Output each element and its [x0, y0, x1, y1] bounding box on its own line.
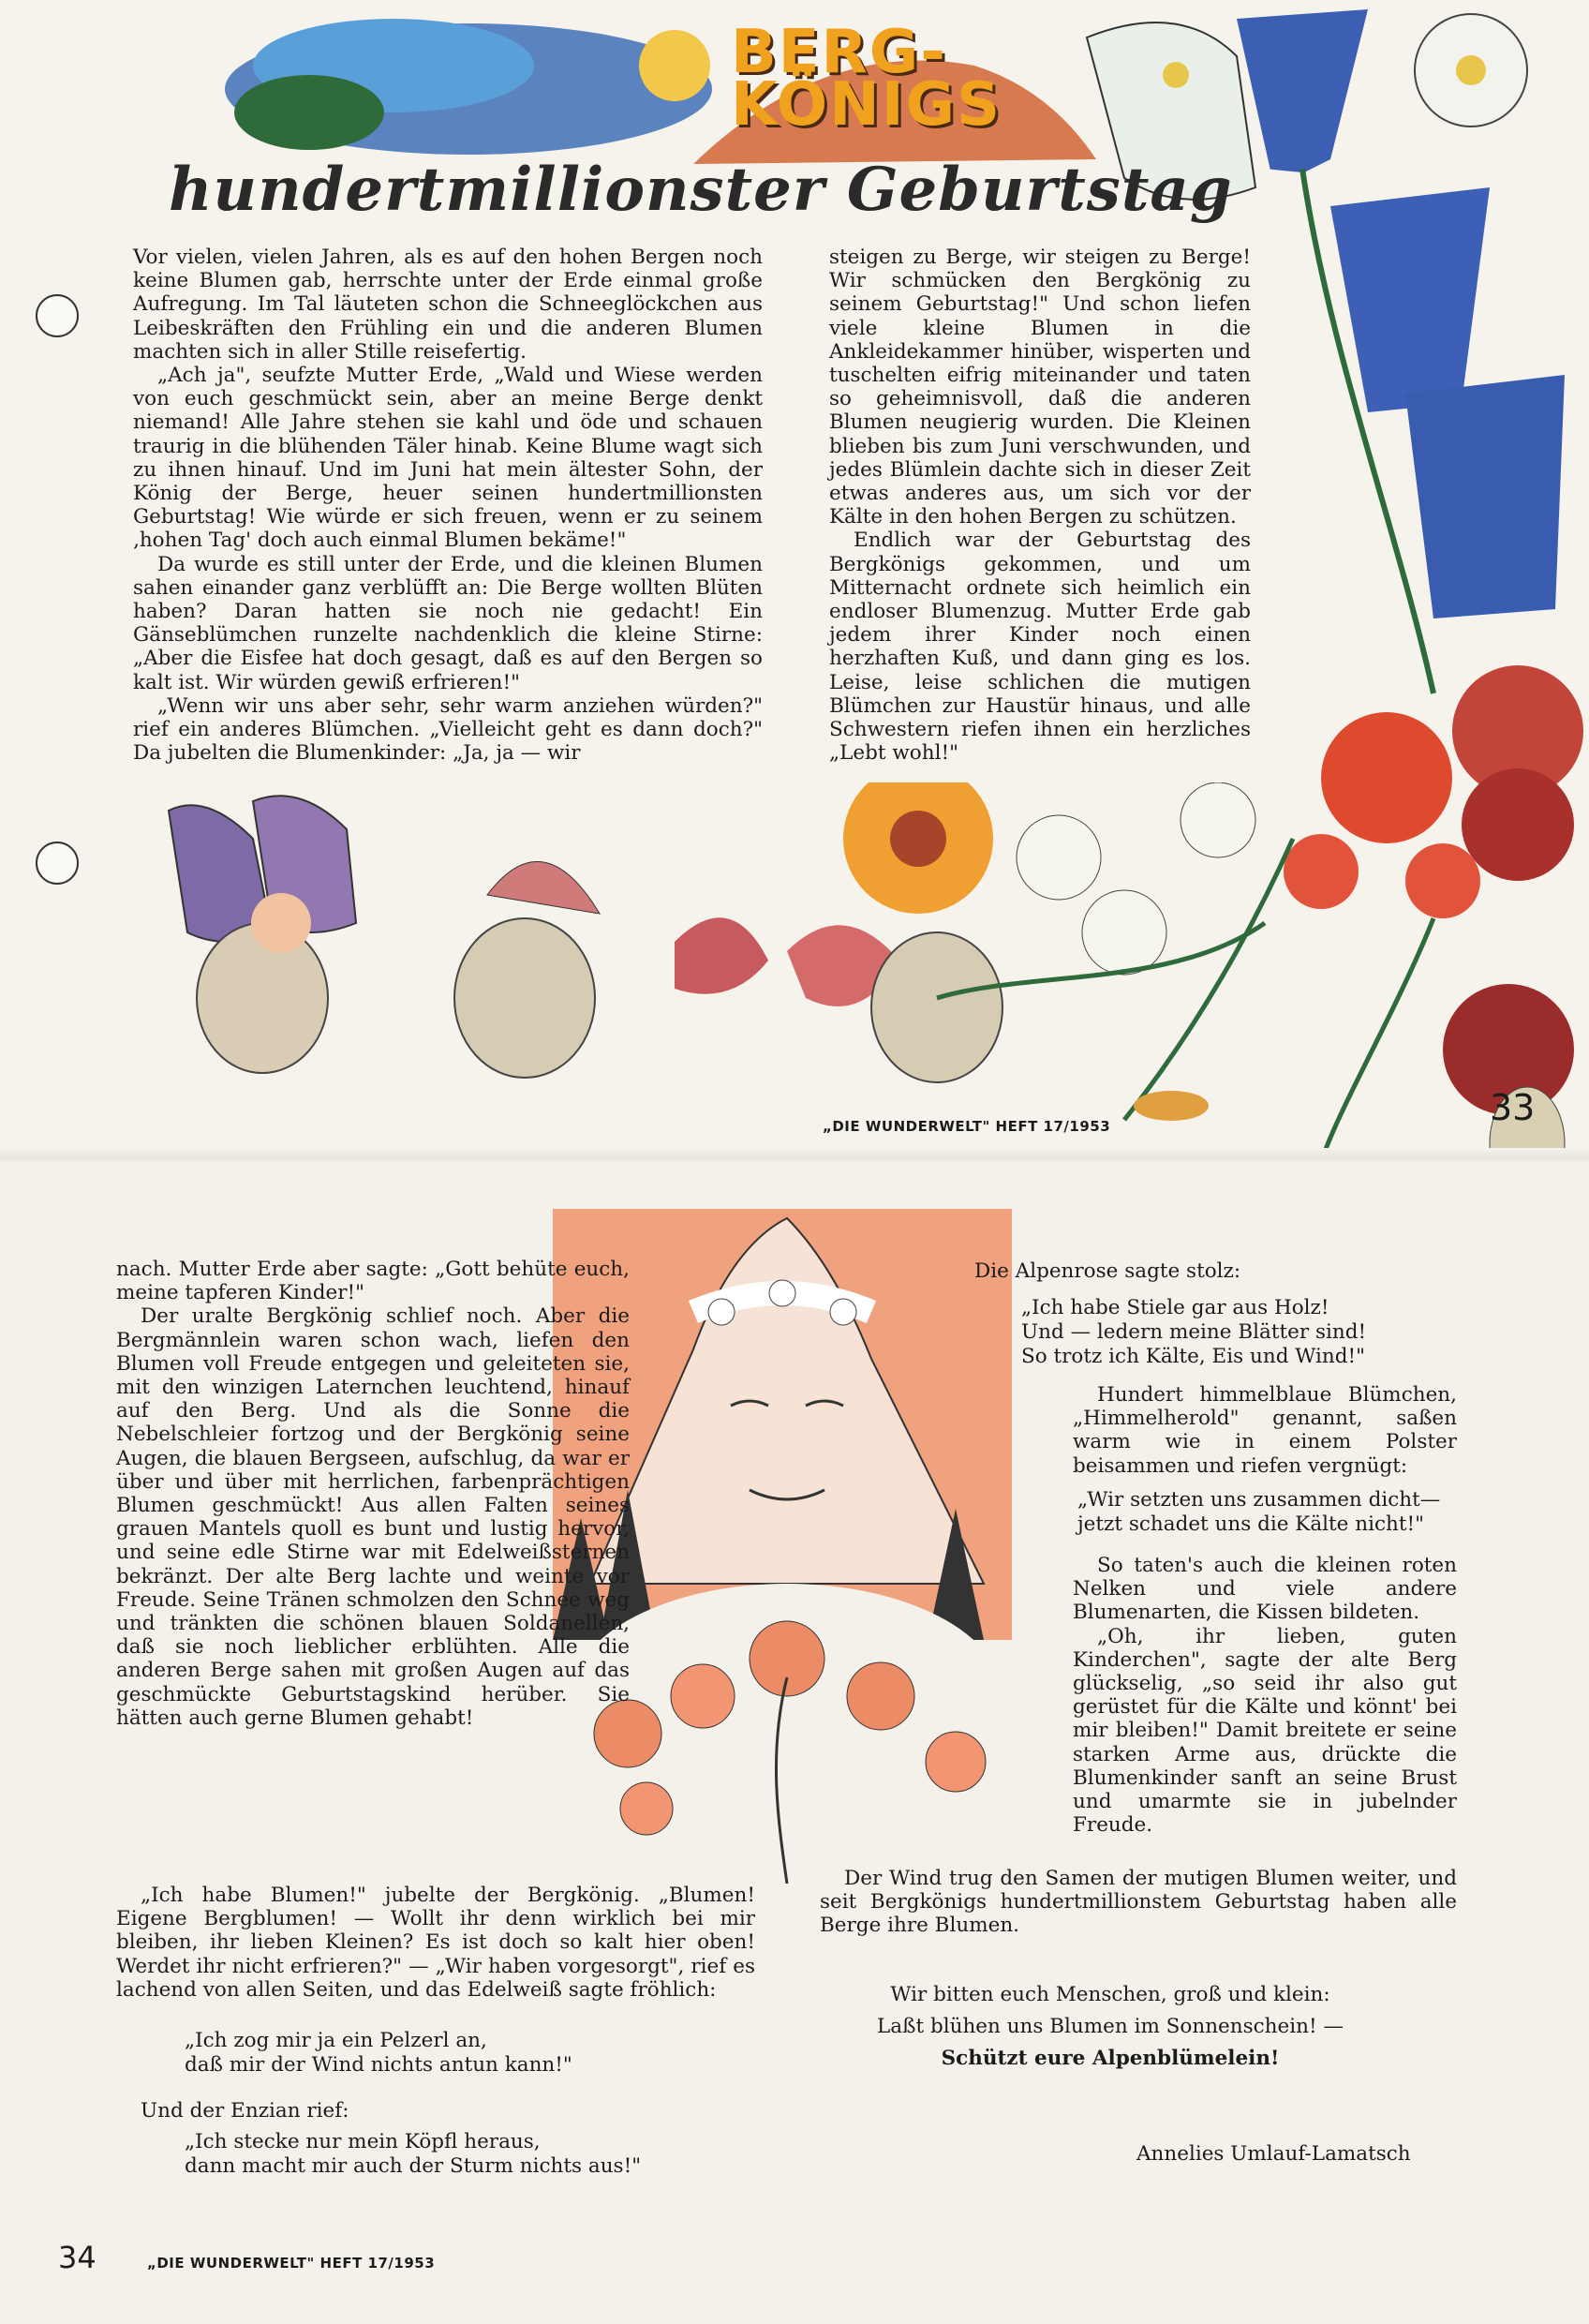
page33-number: 33	[1490, 1087, 1536, 1128]
paragraph: „Wenn wir uns aber sehr, sehr warm anziehen würden?" rief ein anderes Blümchen. „Vielleicht geht es dann doch?" Da jubelten die Blumenkinder: „Ja, ja — wir	[133, 693, 763, 766]
title-geburtstag: hundertmillionster Geburtstag	[169, 155, 1233, 225]
verse-line: „Ich zog mir ja ein Pelzerl an,	[185, 2029, 487, 2052]
verse-line: dann macht mir auch der Sturm nichts aus!"	[185, 2154, 642, 2178]
verse-line: „Ich stecke nur mein Köpfl heraus,	[185, 2130, 541, 2153]
page33-footer: „DIE WUNDERWELT" HEFT 17/1953	[823, 1118, 1111, 1135]
page34-column-1	[116, 1258, 630, 1730]
paragraph: steigen zu Berge, wir steigen zu Berge! Wir schmücken den Bergkönig zu seinem Geburtstag!" Und schon liefen viele kleine Blumen in die Ankleidekammer hinüber, wisperten und tuschelten eifrig miteinander und taten so geheimnisvoll, daß die anderen Blumen neugierig wurden. Die Kleinen blieben bis zum Juni verschwunden, und jedes Blümlein dachte sich in dieser Zeit etwas anderes aus, um sich vor der Kälte in den hohen Bergen zu schützen.	[829, 246, 1251, 529]
verse-edelweiss	[185, 2029, 572, 2078]
title-bergkoenigs: BERG- KÖNIGS	[731, 18, 1002, 140]
verse-himmelherold	[1077, 1488, 1440, 1537]
paragraph: So taten's auch die kleinen roten Nelken und viele andere Blumenarten, die Kissen bildeten.	[1073, 1554, 1457, 1625]
paragraph: Der uralte Bergkönig schlief noch. Aber die Bergmännlein waren schon wach, liefen den Blumen voll Freude entgegen und geleiteten sie, mit den winzigen Laternchen leuchtend, hinauf auf den Berg. Und als die Sonne die Nebelschleier fortzog und der Bergkönig seine Augen, die blauen Bergseen, aufschlug, da war er über und über mit herrlichen, farbenprächtigen Blumen geschmückt! Aus allen Falten seines grauen Mantels quoll es bunt und lustig hervor, und seine edle Stirne war mit Edelweißsternen bekränzt. Der alte Berg lachte und weinte vor Freude. Seine Tränen schmolzen den Schnee weg und tränkten die schönen blauen Soldanellen, daß sie noch lieblicher erblühten. Alle die anderen Berge sahen mit großen Augen auf das geschmückte Geburtstagskind herüber. Sie hätten auch gerne Blumen gehabt!	[116, 1304, 630, 1730]
page34-number: 34	[58, 2240, 97, 2275]
author: Annelies Umlauf-Lamatsch	[1136, 2142, 1411, 2166]
page34-column-2-wide	[820, 1867, 1457, 1938]
paragraph: Hundert himmelblaue Blümchen, „Himmelherold" genannt, saßen warm wie in einem Polster beisammen und riefen vergnügt:	[1073, 1383, 1457, 1478]
verse-line: So trotz ich Kälte, Eis und Wind!"	[1021, 1345, 1366, 1368]
punch-hole	[36, 842, 79, 885]
page34-column-2b	[1073, 1554, 1457, 1837]
paragraph: Da wurde es still unter der Erde, und die kleinen Blumen sahen einander ganz verblüfft an: Die Berge wollten Blüten haben? Daran hatten sie noch nie gedacht! Ein Gänseblümchen runzelte nachdenklich die kleine Stirne: „Aber die Eisfee hat doch gesagt, daß es auf den Bergen so kalt ist. Wir würden gewiß erfrieren!"	[133, 552, 763, 694]
verse-line: „Wir setzten uns zusammen dicht—	[1077, 1488, 1441, 1512]
page34-column-2	[1073, 1383, 1457, 1478]
verse-line: „Ich habe Stiele gar aus Holz!	[1021, 1296, 1329, 1319]
paragraph: „Oh, ihr lieben, guten Kinderchen", sagte der alte Berg glückselig, „so seid ihr also gut gerüstet für die Kälte und könnt' bei mir bleiben!" Damit breitete er seine starken Arme aus, drückte die Blumenkinder sanft an seine Brust und umarmte sie in jubelnder Freude.	[1073, 1624, 1457, 1838]
page34-footer: „DIE WUNDERWELT" HEFT 17/1953	[147, 2255, 436, 2272]
verse-line: Wir bitten euch Menschen, groß und klein:	[890, 1983, 1330, 2006]
verse-alpenrose	[1021, 1296, 1366, 1369]
verse-line: Schützt eure Alpenblümelein!	[941, 2047, 1280, 2070]
paragraph: Der Wind trug den Samen der mutigen Blumen weiter, und seit Bergkönigs hundertmillionstem Geburtstag haben alle Berge ihre Blumen.	[820, 1867, 1457, 1938]
page33-column-1	[133, 246, 763, 765]
paragraph: Endlich war der Geburtstag des Bergkönigs gekommen, und um Mitternacht ordnete sich heimlich ein endloser Blumenzug. Mutter Erde gab jedem ihrer Kinder noch einen herzhaften Kuß, und dann ging es los. Leise, leise schlichen die mutigen Blümchen zur Haustür hinaus, und alle Schwestern riefen ihnen ein herzliches „Lebt wohl!"	[829, 529, 1251, 766]
flower-children-illustration	[94, 782, 1405, 1129]
verse-line: Laßt blühen uns Blumen im Sonnenschein! —	[877, 2015, 1344, 2038]
alpenrose-intro: Die Alpenrose sagte stolz:	[974, 1259, 1241, 1283]
paragraph: nach. Mutter Erde aber sagte: „Gott behüte euch, meine tapferen Kinder!"	[116, 1258, 630, 1305]
paragraph: „Ich habe Blumen!" jubelte der Bergkönig. „Blumen! Eigene Bergblumen! — Wollt ihr denn wirklich bei mir bleiben, ihr lieben Kleinen? Es ist doch so kalt hier oben! Werdet ihr nicht erfrieren?" — „Wir haben vorgesorgt", rief es lachend von allen Seiten, und das Edelweiß sagte fröhlich:	[116, 1884, 755, 2002]
closing-verse	[824, 1983, 1396, 2071]
punch-hole	[36, 294, 79, 337]
enzian-intro: Und der Enzian rief:	[141, 2099, 349, 2123]
page33-column-2	[829, 246, 1251, 765]
page34-column-1-wide	[116, 1884, 755, 2002]
paragraph: „Ach ja", seufzte Mutter Erde, „Wald und Wiese werden von euch geschmückt sein, aber an meine Berge denkt niemand! Alle Jahre stehen sie kahl und öde und schauen traurig in die blühenden Täler hinab. Keine Blume wagt sich zu ihnen hinauf. Und im Juni hat mein ältester Sohn, der König der Berge, heuer seinen hundertmillionsten Geburtstag! Wie würde er sich freuen, wenn er zu seinem ‚hohen Tag' doch auch einmal Blumen bekäme!"	[133, 364, 763, 553]
verse-line: jetzt schadet uns die Kälte nicht!"	[1077, 1512, 1425, 1536]
paragraph: Vor vielen, vielen Jahren, als es auf den hohen Bergen noch keine Blumen gab, herrschte unter der Erde einmal große Aufregung. Im Tal läuteten schon die Schneeglöckchen aus Leibeskräften den Frühling ein und die anderen Blumen machten sich in aller Stille reisefertig.	[133, 246, 763, 364]
verse-enzian	[185, 2130, 641, 2179]
page-34	[0, 1162, 1589, 2324]
verse-line: daß mir der Wind nichts antun kann!"	[185, 2053, 572, 2077]
verse-line: Und — ledern meine Blätter sind!	[1021, 1320, 1367, 1344]
